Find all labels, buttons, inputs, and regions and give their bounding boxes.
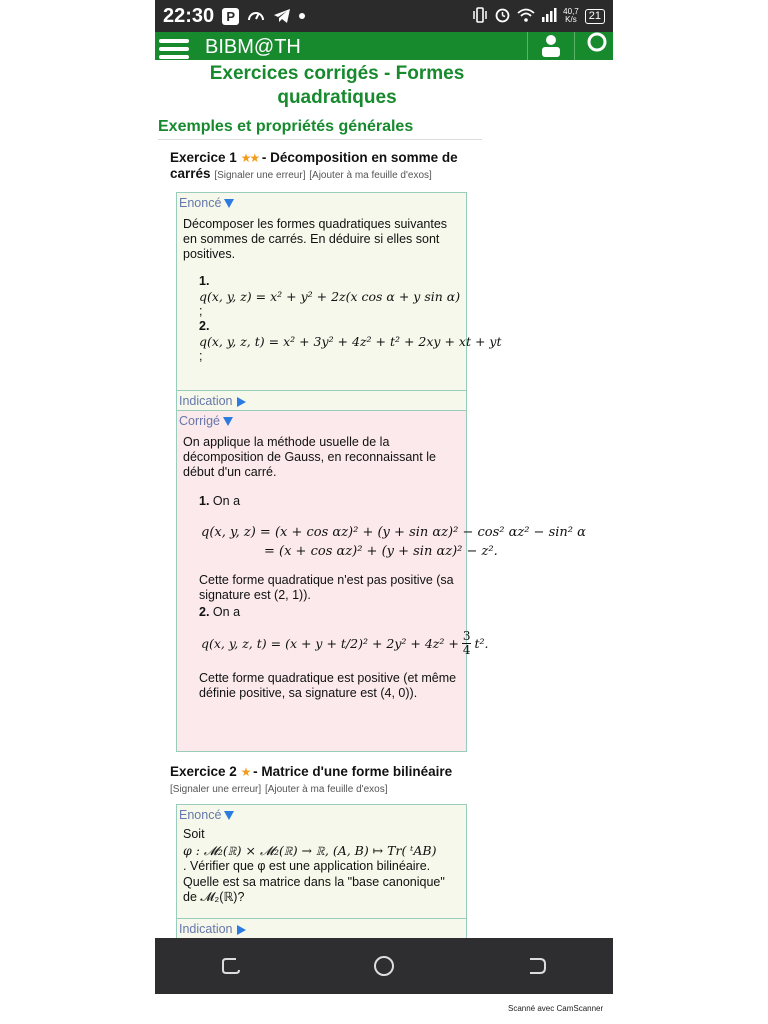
enonce-soit: Soit <box>183 827 205 841</box>
indication-header <box>177 919 466 937</box>
corrige-conclusion: Cette forme quadratique est positive (et même définie positive, sa signature est (4, 0)). <box>199 671 457 700</box>
parking-app-icon: P <box>222 8 239 25</box>
menu-icon[interactable] <box>159 39 189 59</box>
list-item <box>199 274 466 319</box>
clock: 22:30 <box>163 4 215 27</box>
formula-row <box>201 629 489 657</box>
formula-end: ; <box>199 349 203 363</box>
enonce-text: . Vérifier que φ est une application bilinéaire. <box>183 859 431 873</box>
status-bar <box>155 0 613 32</box>
indication-label: Indication <box>179 394 233 408</box>
exercise-1-title <box>170 150 470 182</box>
enonce-label: Enoncé <box>179 808 222 822</box>
app-bar <box>155 32 613 60</box>
item-text: On a <box>212 605 241 619</box>
expand-down-icon <box>223 417 233 426</box>
item-number: 1. <box>199 494 210 508</box>
enonce-toggle[interactable] <box>177 805 466 823</box>
corrige-conclusion: Cette forme quadratique n'est pas positive (sa signature est (2, 1)). <box>199 573 454 602</box>
scanner-watermark: Scanné avec CamScanner <box>508 1004 604 1013</box>
indication-label: Indication <box>179 922 233 936</box>
navigation-bar <box>155 938 613 994</box>
battery-indicator: 21 <box>585 9 605 24</box>
enonce-label: Enoncé <box>179 196 222 210</box>
report-error-link[interactable]: [Signaler une erreur] <box>214 170 306 181</box>
formula: q(x, y, z) = (x + cos αz)² + (y + sin αz)² − cos² αz² − sin² α <box>201 525 586 540</box>
speedometer-icon <box>247 7 265 25</box>
enonce-box <box>176 192 502 391</box>
enonce-text: Décomposer les formes quadratiques suivantes en sommes de carrés. En déduire si elles sont positives. <box>183 217 448 261</box>
exercise-name: - Décomposition en somme de carrés <box>170 150 458 181</box>
app-title: BIBM@TH <box>205 35 301 58</box>
exercise-name: - Matrice d'une forme bilinéaire <box>253 764 453 779</box>
phone-screen <box>155 0 613 994</box>
indication-header <box>177 391 466 409</box>
signal-icon <box>541 8 557 25</box>
divider <box>527 32 528 60</box>
vibrate-icon <box>472 7 488 26</box>
expand-down-icon <box>224 811 234 820</box>
wifi-icon <box>517 8 535 25</box>
formula: q(x, y, z) = x² + y² + 2z(x cos α + y sin α) <box>199 289 461 304</box>
network-speed <box>563 8 579 24</box>
list-item <box>199 494 466 509</box>
fraction-denominator: 4 <box>462 643 471 657</box>
telegram-icon <box>273 8 291 24</box>
speed-unit: K/s <box>565 15 577 24</box>
list-item <box>199 319 502 364</box>
home-icon[interactable] <box>372 954 396 978</box>
corrige-toggle[interactable] <box>177 411 466 429</box>
difficulty-stars-icon: ★★ <box>240 151 259 165</box>
formula-end: ; <box>199 304 203 318</box>
notification-dot-icon <box>299 13 305 19</box>
item-number: 2. <box>199 319 210 333</box>
report-error-link[interactable]: [Signaler une erreur] <box>170 784 262 795</box>
formula: φ : 𝓜₂(ℝ) × 𝓜₂(ℝ) → ℝ, (A, B) ↦ Tr( ᵗAB) <box>183 843 437 858</box>
recent-apps-icon[interactable] <box>219 954 243 978</box>
formula: q(x, y, z, t) = x² + 3y² + 4z² + t² + 2xy + xt + yt <box>199 334 502 349</box>
item-text: On a <box>212 494 241 508</box>
list-item <box>199 605 466 620</box>
item-number: 1. <box>199 274 210 288</box>
section-heading: Exemples et propriétés générales <box>158 118 482 140</box>
formula: = (x + cos αz)² + (y + sin αz)² − z². <box>264 544 498 559</box>
speed-value: 40,7 <box>563 7 579 16</box>
page-title: Exercices corrigés - Formes quadratiques <box>209 63 465 108</box>
item-number: 2. <box>199 605 210 619</box>
divider <box>574 32 575 60</box>
exercise-label: Exercice 2 <box>170 764 237 779</box>
fraction-numerator: 3 <box>462 629 471 643</box>
exercise-label: Exercice 1 <box>170 150 237 165</box>
add-to-sheet-link[interactable]: [Ajouter à ma feuille d'exos] <box>309 170 432 181</box>
exercise-2-title <box>170 764 470 796</box>
enonce-box <box>176 804 467 919</box>
back-icon[interactable] <box>525 954 549 978</box>
indication-toggle[interactable] <box>176 919 467 939</box>
fraction <box>462 630 472 657</box>
indication-toggle[interactable] <box>176 391 467 411</box>
user-icon[interactable] <box>538 31 564 62</box>
enonce-toggle[interactable] <box>177 193 466 211</box>
corrige-box <box>176 411 586 752</box>
expand-right-icon <box>237 397 246 407</box>
expand-right-icon <box>237 925 246 935</box>
corrige-intro: On applique la méthode usuelle de la décomposition de Gauss, en reconnaissant le début d'un carré. <box>183 435 436 479</box>
formula: q(x, y, z, t) = (x + y + t/2)² + 2y² + 4z² + <box>201 636 459 651</box>
alarm-icon <box>494 6 511 26</box>
formula: t². <box>474 636 489 651</box>
page-content <box>155 60 613 938</box>
enonce-question: Quelle est sa matrice dans la "base canonique" de 𝓜₂(ℝ)? <box>183 875 445 904</box>
search-icon[interactable] <box>585 32 609 61</box>
expand-down-icon <box>224 199 234 208</box>
add-to-sheet-link[interactable]: [Ajouter à ma feuille d'exos] <box>264 784 388 795</box>
corrige-label: Corrigé <box>179 414 220 428</box>
difficulty-stars-icon: ★ <box>240 765 250 779</box>
